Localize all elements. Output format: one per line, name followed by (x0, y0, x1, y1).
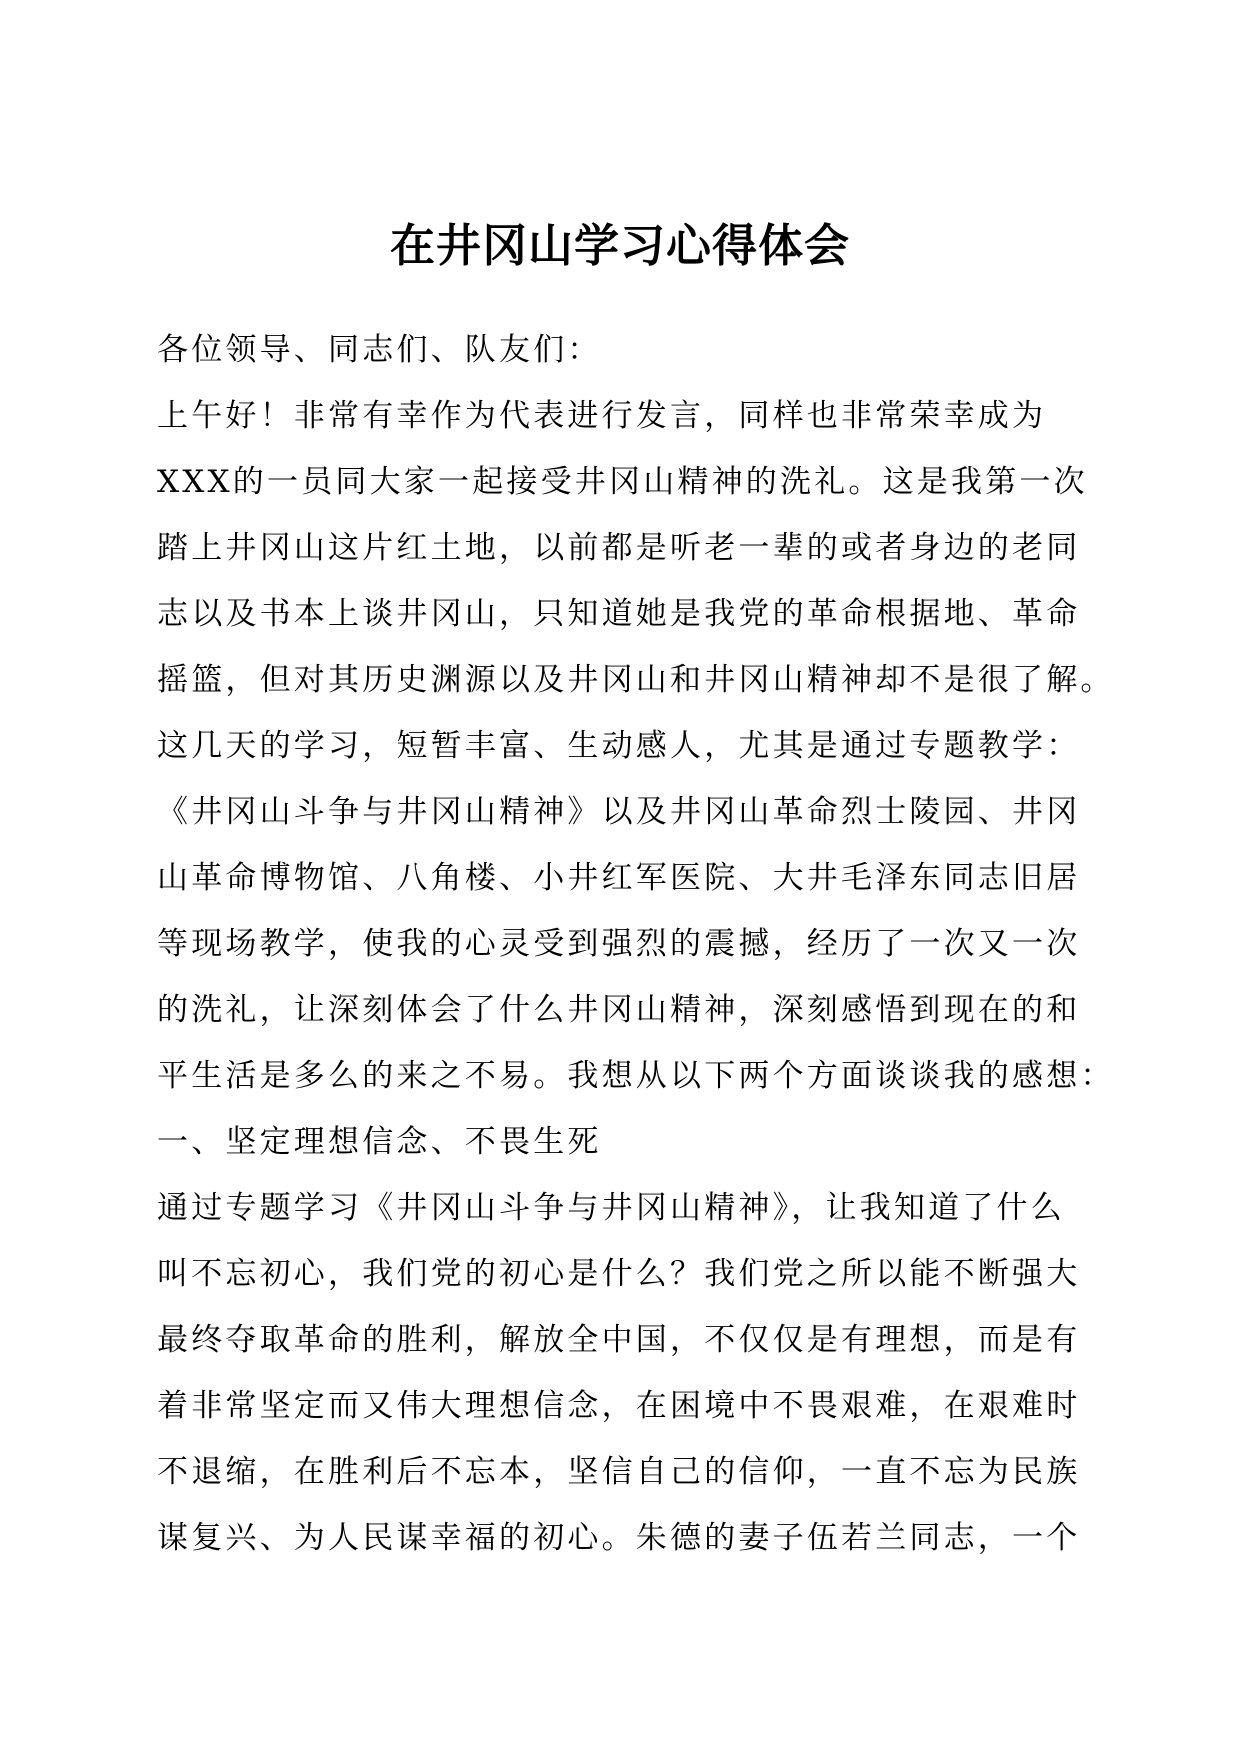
body-line: 踏上井冈山这片红土地，以前都是听老一辈的或者身边的老同 (157, 530, 1081, 566)
body-line: 山革命博物馆、八角楼、小井红军医院、大井毛泽东同志旧居 (157, 860, 1081, 896)
body-line: 着非常坚定而又伟大理想信念，在困境中不畏艰难，在艰难时 (157, 1388, 1081, 1424)
body-line: 摇篮，但对其历史渊源以及井冈山和井冈山精神却不是很了解。 (157, 662, 1115, 698)
body-line: 上午好！非常有幸作为代表进行发言，同样也非常荣幸成为 (157, 398, 1047, 434)
body-line: 谋复兴、为人民谋幸福的初心。朱德的妻子伍若兰同志，一个 (157, 1520, 1081, 1556)
body-line: 叫不忘初心，我们党的初心是什么？我们党之所以能不断强大 (157, 1256, 1081, 1292)
body-line: 这几天的学习，短暂丰富、生动感人，尤其是通过专题教学： (157, 728, 1081, 764)
section-heading: 一、坚定理想信念、不畏生死 (157, 1124, 602, 1160)
document-title: 在井冈山学习心得体会 (389, 219, 850, 272)
body-line: 等现场教学，使我的心灵受到强烈的震撼，经历了一次又一次 (157, 926, 1081, 962)
body-line: 志以及书本上谈井冈山，只知道她是我党的革命根据地、革命 (157, 596, 1081, 632)
body-line: 平生活是多么的来之不易。我想从以下两个方面谈谈我的感想： (157, 1058, 1115, 1094)
body-line: 不退缩，在胜利后不忘本，坚信自己的信仰，一直不忘为民族 (157, 1454, 1081, 1490)
body-line: 通过专题学习《井冈山斗争与井冈山精神》，让我知道了什么 (157, 1190, 1065, 1226)
body-line: 的洗礼，让深刻体会了什么井冈山精神，深刻感悟到现在的和 (157, 992, 1081, 1028)
body-line: 《井冈山斗争与井冈山精神》以及井冈山革命烈士陵园、井冈 (157, 794, 1081, 830)
document-body (157, 317, 1115, 1571)
body-line: 最终夺取革命的胜利，解放全中国，不仅仅是有理想，而是有 (157, 1322, 1081, 1358)
body-line: XXX的一员同大家一起接受井冈山精神的洗礼。这是我第一次 (157, 464, 1088, 500)
salutation-line: 各位领导、同志们、队友们： (157, 332, 602, 368)
